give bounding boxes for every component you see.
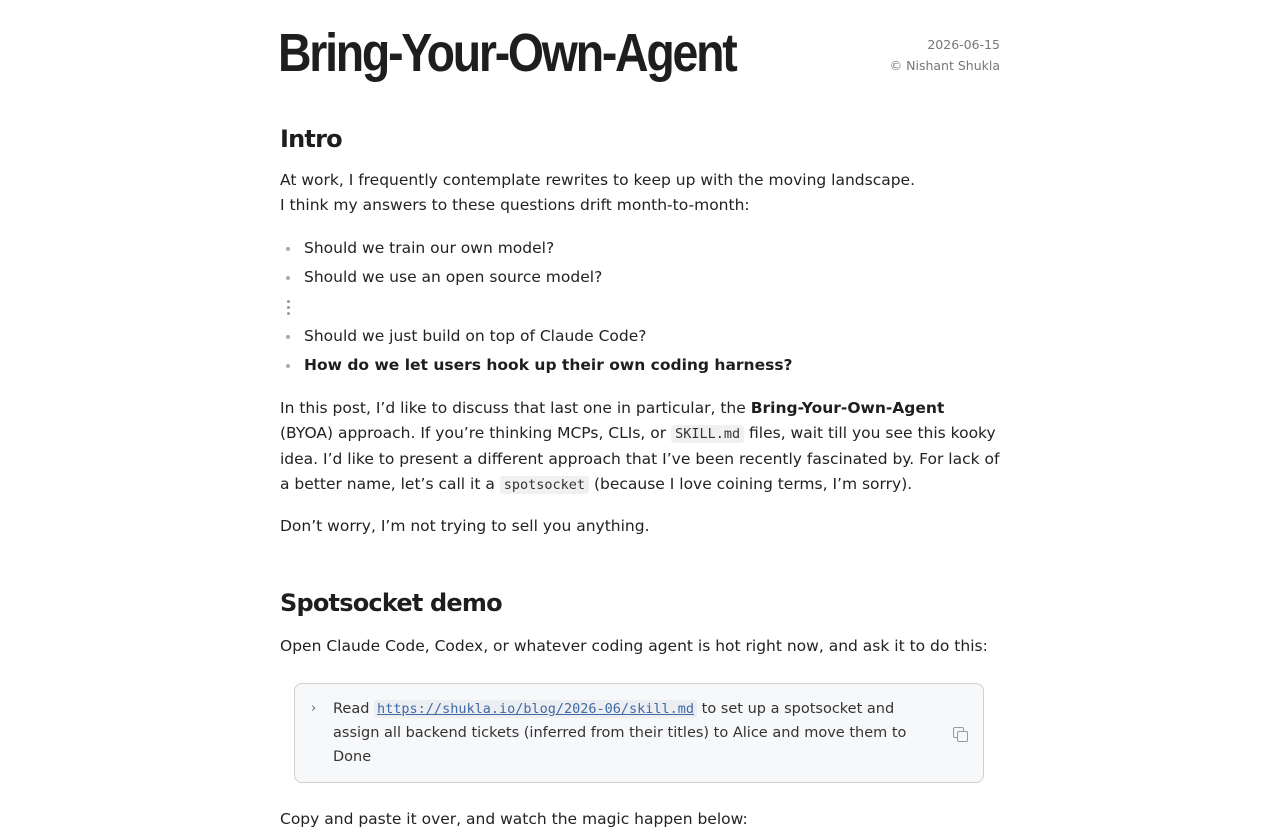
vertical-ellipsis-icon [287,300,290,318]
spotsocket-code: spotsocket [500,476,589,494]
demo-heading: Spotsocket demo [280,589,502,617]
article [280,0,1000,832]
post-author: © Nishant Shukla [889,58,1000,73]
list-item: Should we train our own model? [280,234,1000,263]
chevron-right-icon: › [311,701,317,716]
list-item: Should we just build on top of Claude Code? [280,322,1000,351]
paragraph-text: files, wait till you see this kooky idea. I’d like to present a different approach that I’ve been recently fascinated by. For lack of a better name, let’s call it a [280,424,1000,493]
post-date: 2026-06-15 [927,37,1000,52]
questions-list [280,234,1000,380]
list-item: Should we use an open source model? [280,263,1000,292]
page-title: Bring-Your-Own-Agent [278,23,736,83]
prompt-read: Read [333,701,375,717]
prompt-box [294,683,984,783]
byoa-paragraph [280,396,1000,498]
paragraph-text: (because I love coining terms, I’m sorry). [589,475,913,493]
list-item [280,351,1000,380]
paragraph-text: (BYOA) approach. If you’re thinking MCPs, CLIs, or [280,424,672,442]
paragraph-text: In this post, I’d like to discuss that last one in particular, the [280,399,751,417]
post-meta [890,34,1000,76]
intro-heading: Intro [280,125,342,153]
intro-line-1: At work, I frequently contemplate rewrites to keep up with the moving landscape. [280,171,916,189]
after-paragraph: Copy and paste it over, and watch the magic happen below: [280,810,748,828]
intro-line-2: I think my answers to these questions drift month-to-month: [280,196,750,214]
skill-md-code: SKILL.md [671,425,744,443]
open-agent-paragraph: Open Claude Code, Codex, or whatever coding agent is hot right now, and ask it to do this: [280,637,988,655]
intro-paragraph [280,168,1000,218]
article-header [280,0,1000,112]
copy-icon[interactable] [951,725,969,743]
skill-link[interactable]: https://shukla.io/blog/2026-06/skill.md [374,700,697,718]
list-item-ellipsis [280,292,1000,322]
byoa-term: Bring-Your-Own-Agent [750,399,945,417]
prompt-text [333,697,923,769]
prompt-rest: to set up a spotsocket and assign all backend tickets (inferred from their titles) to Alice and move them to Done [333,701,907,765]
dont-worry-paragraph: Don’t worry, I’m not trying to sell you anything. [280,517,650,535]
bold-question: How do we let users hook up their own coding harness? [304,356,793,374]
